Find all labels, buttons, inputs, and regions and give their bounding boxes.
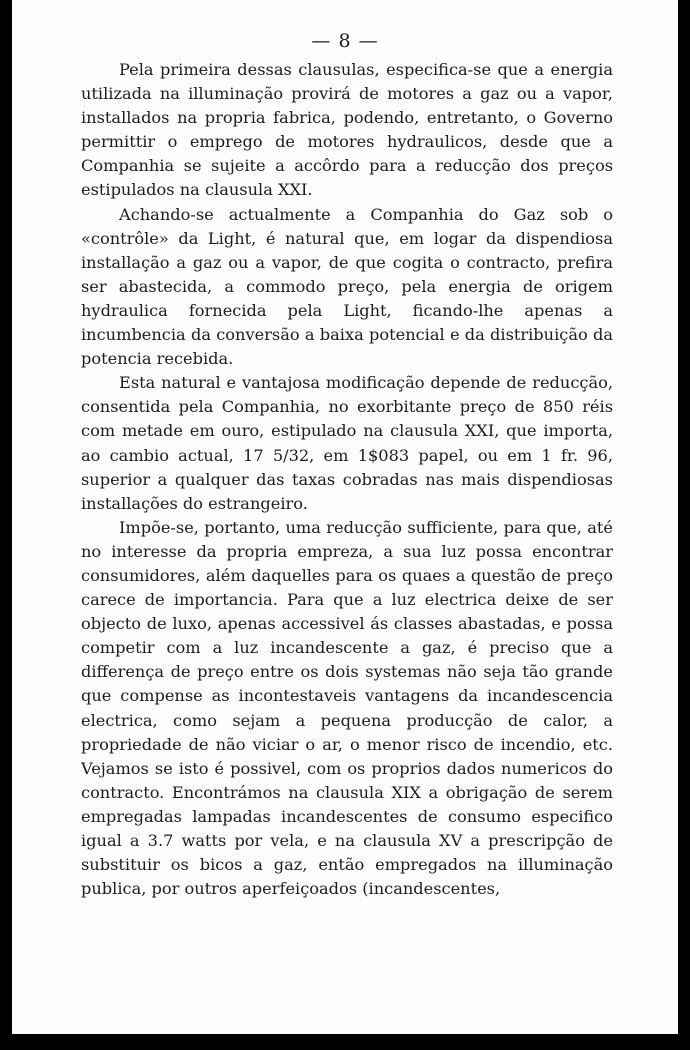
page-number: — 8 — [311, 30, 379, 52]
paragraph-1: Pela primeira dessas clausulas, especifica-se que a energia utilizada na illuminação provirá de motores a gaz ou a vapor, installados na propria fabrica, podendo, entretanto, o Governo permittir o emprego de motores hydraulicos, desde que a Companhia se sujeite a accôrdo para a reducção dos preços estipulados na clausula XXI. [81, 60, 613, 200]
text-body [81, 58, 613, 901]
paragraph-2: Achando-se actualmente a Companhia do Gaz sob o «contrôle» da Light, é natural que, em logar da dispendiosa installação a gaz ou a vapor, de que cogita o contracto, prefira ser abastecida, a commodo preço, pela energia de origem hydraulica fornecida pela Light, ficando-lhe apenas a incumbencia da conversão a baixa potencial e da distribuição da potencia recebida. [81, 204, 613, 369]
document-page [12, 0, 678, 1034]
paragraph-4: Impõe-se, portanto, uma reducção sufficiente, para que, até no interesse da propria empreza, a sua luz possa encontrar consumidores, além daquelles para os quaes a questão de preço carece de importancia. Para que a luz electrica deixe de ser objecto de luxo, apenas accessivel ás classes abastadas, e possa competir com a luz incandescente a gaz, é preciso que a differença de preço entre os dois systemas não seja tão grande que compense as incontestaveis vantagens da incandescencia electrica, como sejam a pequena producção de calor, a propriedade de não viciar o ar, o menor risco de incendio, etc. Vejamos se isto é possivel, com os proprios dados numericos do contracto. Encontrámos na clausula XIX a obrigação de serem empregadas lampadas incandescentes de consumo especifico igual a 3.7 watts por vela, e na clausula XV a prescripção de substituir os bicos a gaz, então empregados na illuminação publica, por outros aperfeiçoados (incandescentes, [81, 517, 613, 899]
paragraph-3: Esta natural e vantajosa modificação depende de reducção, consentida pela Companhia, no exorbitante preço de 850 réis com metade em ouro, estipulado na clausula XXI, que importa, ao cambio actual, 17 5/32, em 1$083 papel, ou em 1 fr. 96, superior a qualquer das taxas cobradas nas mais dispendiosas installações do estrangeiro. [81, 373, 613, 513]
